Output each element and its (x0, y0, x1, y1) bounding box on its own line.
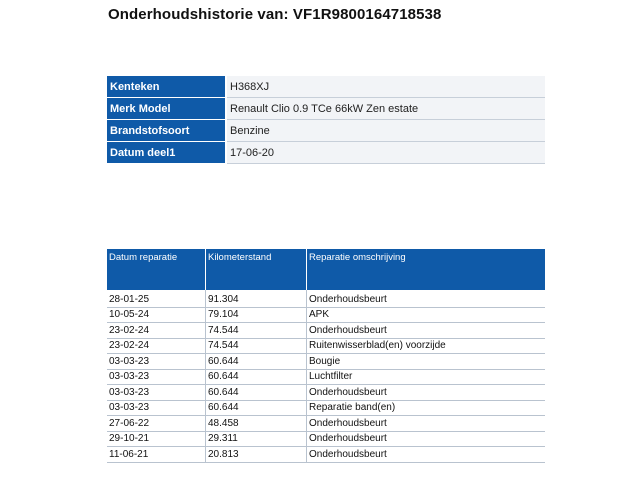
page-title: Onderhoudshistorie van: VF1R9800164718538 (108, 6, 442, 23)
header-reparatie-omschrijving: Reparatie omschrijving (307, 249, 546, 290)
header-datum-reparatie: Datum reparatie (107, 249, 206, 290)
cell-description: Ruitenwisserblad(en) voorzijde (307, 338, 546, 354)
table-row (107, 323, 545, 339)
cell-mileage: 60.644 (206, 400, 307, 416)
cell-date: 27-06-22 (107, 416, 206, 432)
cell-description: Reparatie band(en) (307, 400, 546, 416)
cell-date: 29-10-21 (107, 431, 206, 447)
cell-date: 03-03-23 (107, 369, 206, 385)
table-row (107, 290, 545, 307)
vehicle-value: Renault Clio 0.9 TCe 66kW Zen estate (226, 98, 545, 120)
table-row (107, 385, 545, 401)
cell-date: 23-02-24 (107, 323, 206, 339)
table-row (107, 400, 545, 416)
cell-date: 28-01-25 (107, 290, 206, 307)
cell-date: 03-03-23 (107, 354, 206, 370)
repair-history-table (107, 249, 545, 463)
vehicle-row-datum-deel1 (107, 142, 545, 164)
cell-date: 23-02-24 (107, 338, 206, 354)
vehicle-key: Kenteken (107, 76, 226, 98)
vehicle-row-merk-model (107, 98, 545, 120)
vehicle-info-table (107, 76, 545, 164)
cell-description: Luchtfilter (307, 369, 546, 385)
vehicle-row-brandstofsoort (107, 120, 545, 142)
cell-date: 03-03-23 (107, 385, 206, 401)
cell-description: APK (307, 307, 546, 323)
table-row (107, 369, 545, 385)
cell-mileage: 91.304 (206, 290, 307, 307)
table-row (107, 447, 545, 463)
vehicle-value: Benzine (226, 120, 545, 142)
vehicle-value: H368XJ (226, 76, 545, 98)
cell-mileage: 79.104 (206, 307, 307, 323)
cell-description: Onderhoudsbeurt (307, 416, 546, 432)
cell-mileage: 48.458 (206, 416, 307, 432)
cell-date: 10-05-24 (107, 307, 206, 323)
cell-date: 03-03-23 (107, 400, 206, 416)
cell-mileage: 74.544 (206, 338, 307, 354)
vehicle-value: 17-06-20 (226, 142, 545, 164)
header-kilometerstand: Kilometerstand (206, 249, 307, 290)
vehicle-key: Brandstofsoort (107, 120, 226, 142)
vehicle-row-kenteken (107, 76, 545, 98)
vehicle-key: Datum deel1 (107, 142, 226, 164)
cell-description: Onderhoudsbeurt (307, 447, 546, 463)
table-row (107, 338, 545, 354)
table-row (107, 354, 545, 370)
cell-description: Onderhoudsbeurt (307, 323, 546, 339)
cell-description: Onderhoudsbeurt (307, 290, 546, 307)
table-row (107, 416, 545, 432)
repair-header-row (107, 249, 545, 290)
cell-mileage: 74.544 (206, 323, 307, 339)
cell-date: 11-06-21 (107, 447, 206, 463)
cell-description: Bougie (307, 354, 546, 370)
cell-description: Onderhoudsbeurt (307, 385, 546, 401)
cell-mileage: 60.644 (206, 354, 307, 370)
table-row (107, 307, 545, 323)
cell-description: Onderhoudsbeurt (307, 431, 546, 447)
cell-mileage: 29.311 (206, 431, 307, 447)
table-row (107, 431, 545, 447)
vehicle-key: Merk Model (107, 98, 226, 120)
cell-mileage: 20.813 (206, 447, 307, 463)
cell-mileage: 60.644 (206, 369, 307, 385)
cell-mileage: 60.644 (206, 385, 307, 401)
